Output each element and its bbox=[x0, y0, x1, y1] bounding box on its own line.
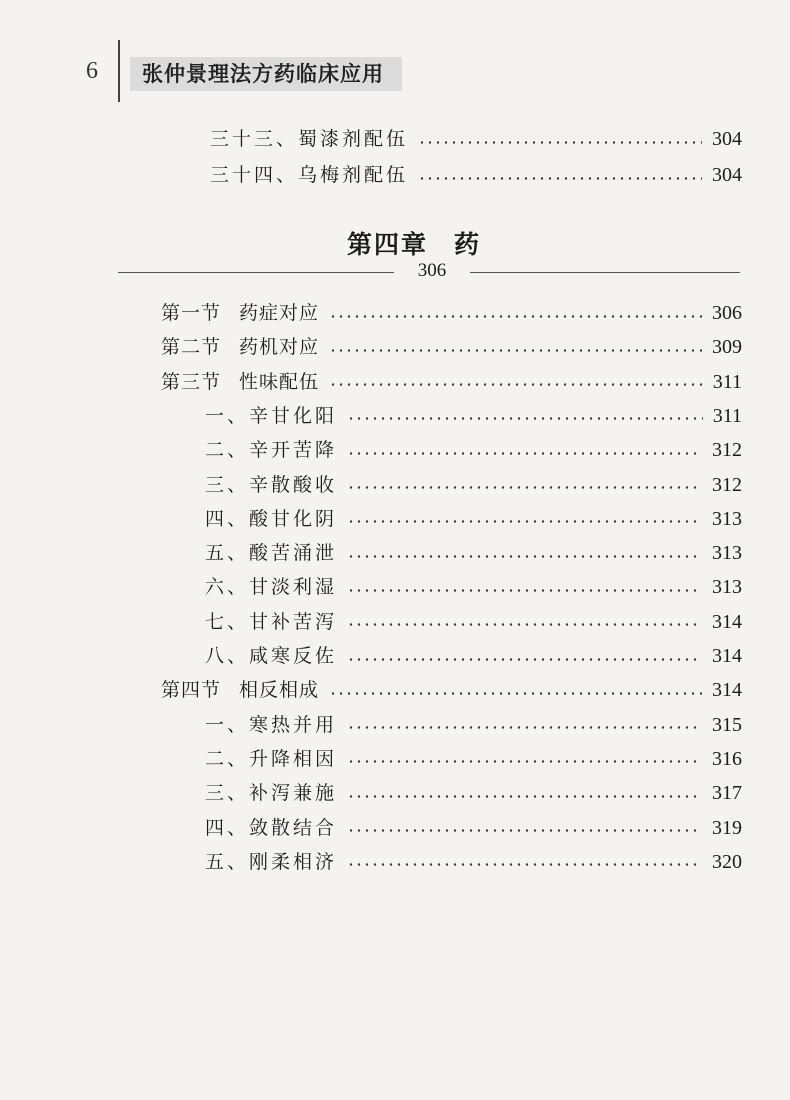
toc-entry-page: 317 bbox=[712, 782, 742, 805]
toc-entry-page: 312 bbox=[712, 473, 742, 496]
toc-entry-page: 313 bbox=[712, 542, 742, 565]
toc-leader-dots bbox=[329, 383, 703, 386]
toc-entry-title: 五、刚柔相济 bbox=[205, 850, 338, 873]
toc-entry-page: 306 bbox=[712, 302, 742, 324]
toc-entry-title: 五、酸苦涌泄 bbox=[205, 542, 338, 565]
toc-entry-title: 二、升降相因 bbox=[205, 747, 338, 770]
toc-section-number: 第三节 bbox=[161, 370, 222, 393]
toc-entry bbox=[205, 744, 742, 774]
toc-entry bbox=[210, 160, 742, 190]
chapter-rule-left bbox=[118, 272, 394, 273]
toc-entry-title: 三十三、蜀漆剂配伍 bbox=[210, 128, 409, 150]
toc-entry-page: 315 bbox=[712, 713, 742, 736]
toc-entry-title: 二、辛开苦降 bbox=[205, 439, 338, 462]
toc-section-name: 性味配伍 bbox=[239, 370, 320, 393]
toc-entry-page: 311 bbox=[712, 370, 742, 393]
toc-leader-dots bbox=[347, 760, 702, 763]
toc-entry-title: 一、寒热并用 bbox=[205, 713, 338, 736]
toc-section-title bbox=[161, 367, 319, 397]
toc-leader-dots bbox=[329, 315, 702, 318]
toc-leader-dots bbox=[347, 829, 702, 832]
toc-section-number: 第二节 bbox=[161, 336, 222, 359]
toc-entry-page: 311 bbox=[712, 404, 742, 427]
toc-section-number: 第一节 bbox=[161, 302, 222, 324]
toc-entry-title: 三、补泻兼施 bbox=[205, 782, 338, 805]
toc-entry-page: 314 bbox=[712, 610, 742, 633]
toc-section-entry bbox=[161, 675, 742, 705]
header-divider bbox=[118, 40, 120, 102]
toc-entry-page: 313 bbox=[712, 576, 742, 599]
chapter-number: 第四章 bbox=[346, 230, 428, 259]
toc-leader-dots bbox=[347, 486, 702, 489]
running-title: 张仲景理法方药临床应用 bbox=[130, 57, 402, 91]
toc-leader-dots bbox=[347, 658, 702, 661]
toc-leader-dots bbox=[347, 520, 702, 523]
toc-leader-dots bbox=[347, 623, 702, 626]
toc-leader-dots bbox=[347, 795, 702, 798]
toc-entry-page: 304 bbox=[712, 128, 742, 150]
toc-entry-page: 320 bbox=[712, 850, 742, 873]
toc-entry bbox=[205, 401, 742, 431]
toc-entry bbox=[205, 572, 742, 602]
toc-entry bbox=[205, 710, 742, 740]
toc-section-entry bbox=[161, 332, 742, 362]
chapter-rule-right bbox=[470, 272, 740, 273]
toc-entry-title: 四、敛散结合 bbox=[205, 816, 338, 839]
toc-entry bbox=[205, 607, 742, 637]
toc-entry-title: 八、咸寒反佐 bbox=[205, 645, 338, 667]
toc-leader-dots bbox=[347, 452, 702, 455]
toc-section-name: 药症对应 bbox=[239, 302, 320, 324]
toc-entry-page: 319 bbox=[712, 816, 742, 839]
toc-entry bbox=[205, 470, 742, 500]
toc-section-title bbox=[161, 675, 319, 705]
toc-section-name: 药机对应 bbox=[239, 336, 320, 359]
toc-section-name: 相反相成 bbox=[239, 679, 320, 702]
toc-entry-title: 四、酸甘化阴 bbox=[205, 507, 338, 530]
toc-entry bbox=[205, 641, 742, 671]
toc-leader-dots bbox=[329, 349, 702, 352]
toc-entry bbox=[205, 504, 742, 534]
toc-section-entry bbox=[161, 367, 742, 397]
toc-entry-title: 七、甘补苦泻 bbox=[205, 610, 338, 633]
toc-entry-title: 一、辛甘化阳 bbox=[205, 404, 338, 427]
chapter-page-number: 306 bbox=[417, 260, 447, 281]
toc-entry-title: 六、甘淡利湿 bbox=[205, 576, 338, 599]
toc-entry bbox=[205, 778, 742, 808]
toc-entry bbox=[205, 813, 742, 843]
toc-entry-page: 316 bbox=[712, 747, 742, 770]
toc-leader-dots bbox=[347, 863, 702, 866]
toc-entry-page: 309 bbox=[712, 336, 742, 359]
toc-entry bbox=[205, 435, 742, 465]
toc-leader-dots bbox=[347, 589, 702, 592]
toc-leader-dots bbox=[418, 141, 702, 144]
toc-entry-page: 312 bbox=[712, 439, 742, 462]
toc-leader-dots bbox=[418, 177, 702, 180]
toc-leader-dots bbox=[347, 417, 703, 420]
toc-entry-title: 三、辛散酸收 bbox=[205, 473, 338, 496]
toc-entry bbox=[205, 538, 742, 568]
toc-section-entry bbox=[161, 298, 742, 328]
toc-entry-page: 313 bbox=[712, 507, 742, 530]
toc-section-title bbox=[161, 298, 319, 328]
toc-entry bbox=[210, 124, 742, 154]
toc-leader-dots bbox=[347, 726, 702, 729]
toc-entry-page: 314 bbox=[712, 645, 742, 667]
chapter-name: 药 bbox=[454, 230, 482, 259]
chapter-heading bbox=[0, 225, 790, 261]
toc-entry-title: 三十四、乌梅剂配伍 bbox=[210, 164, 409, 186]
toc-entry bbox=[205, 847, 742, 877]
toc-entry-page: 314 bbox=[712, 679, 742, 702]
toc-leader-dots bbox=[347, 555, 702, 558]
toc-section-title bbox=[161, 332, 319, 362]
toc-leader-dots bbox=[329, 692, 702, 695]
toc-entry-page: 304 bbox=[712, 164, 742, 186]
page-number: 6 bbox=[86, 58, 98, 84]
toc-section-number: 第四节 bbox=[161, 679, 222, 702]
